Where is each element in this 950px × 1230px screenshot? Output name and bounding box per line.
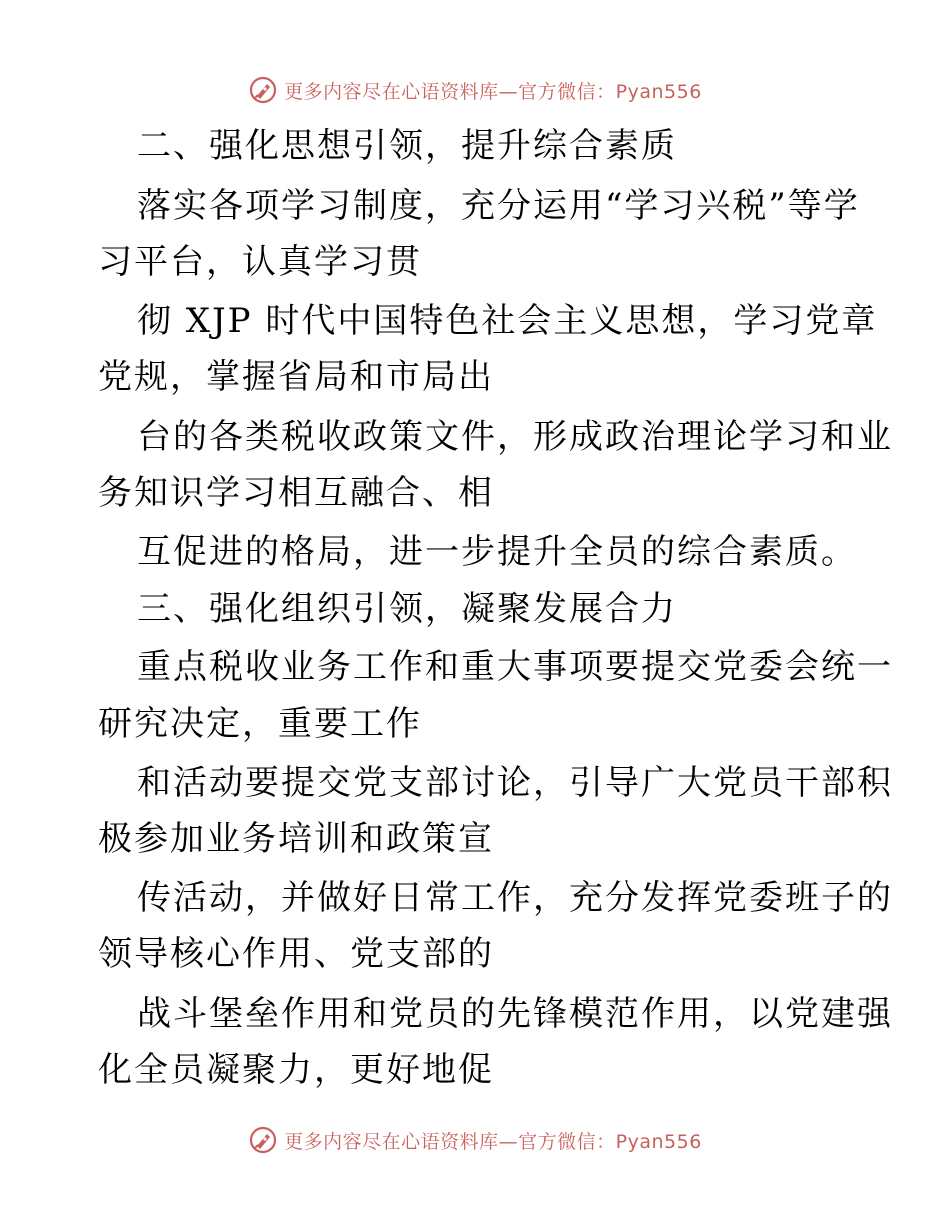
paragraph-line: 领导核心作用、党支部的 (98, 934, 494, 974)
paragraph-line: 互促进的格局，进一步提升全员的综合素质。 (137, 532, 857, 572)
paragraph-line: 研究决定，重要工作 (98, 704, 422, 744)
paragraph-line: 落实各项学习制度，充分运用“学习兴税”等学 (137, 186, 860, 226)
paragraph-line: 战斗堡垒作用和党员的先锋模范作用，以党建强 (137, 994, 893, 1034)
paragraph-line: 重点税收业务工作和重大事项要提交党委会统一 (137, 647, 893, 687)
paragraph-line: 务知识学习相互融合、相 (98, 473, 494, 513)
paragraph-line: 台的各类税收政策文件，形成政治理论学习和业 (137, 417, 893, 457)
paragraph-line: 化全员凝聚力，更好地促 (98, 1050, 494, 1090)
paragraph-line: 极参加业务培训和政策宣 (98, 819, 494, 859)
footer-watermark (0, 1120, 950, 1160)
paragraph-line: 党规，掌握省局和市局出 (98, 357, 494, 397)
section-heading: 二、强化思想引领，提升综合素质 (137, 126, 677, 166)
paragraph-line: 和活动要提交党支部讨论，引导广大党员干部积 (137, 763, 893, 803)
section-heading: 三、强化组织引领，凝聚发展合力 (137, 589, 677, 629)
header-watermark-text: 更多内容尽在心语资料库—官方微信：Pyan556 (284, 80, 702, 103)
paragraph-line: 传活动，并做好日常工作，充分发挥党委班子的 (137, 878, 893, 918)
paragraph-line: 习平台，认真学习贯 (98, 242, 422, 282)
pen-nib-logo-icon (248, 1125, 278, 1155)
paragraph-line: 彻 XJP 时代中国特色社会主义思想，学习党章 (137, 301, 878, 341)
footer-watermark-text: 更多内容尽在心语资料库—官方微信：Pyan556 (284, 1130, 702, 1153)
